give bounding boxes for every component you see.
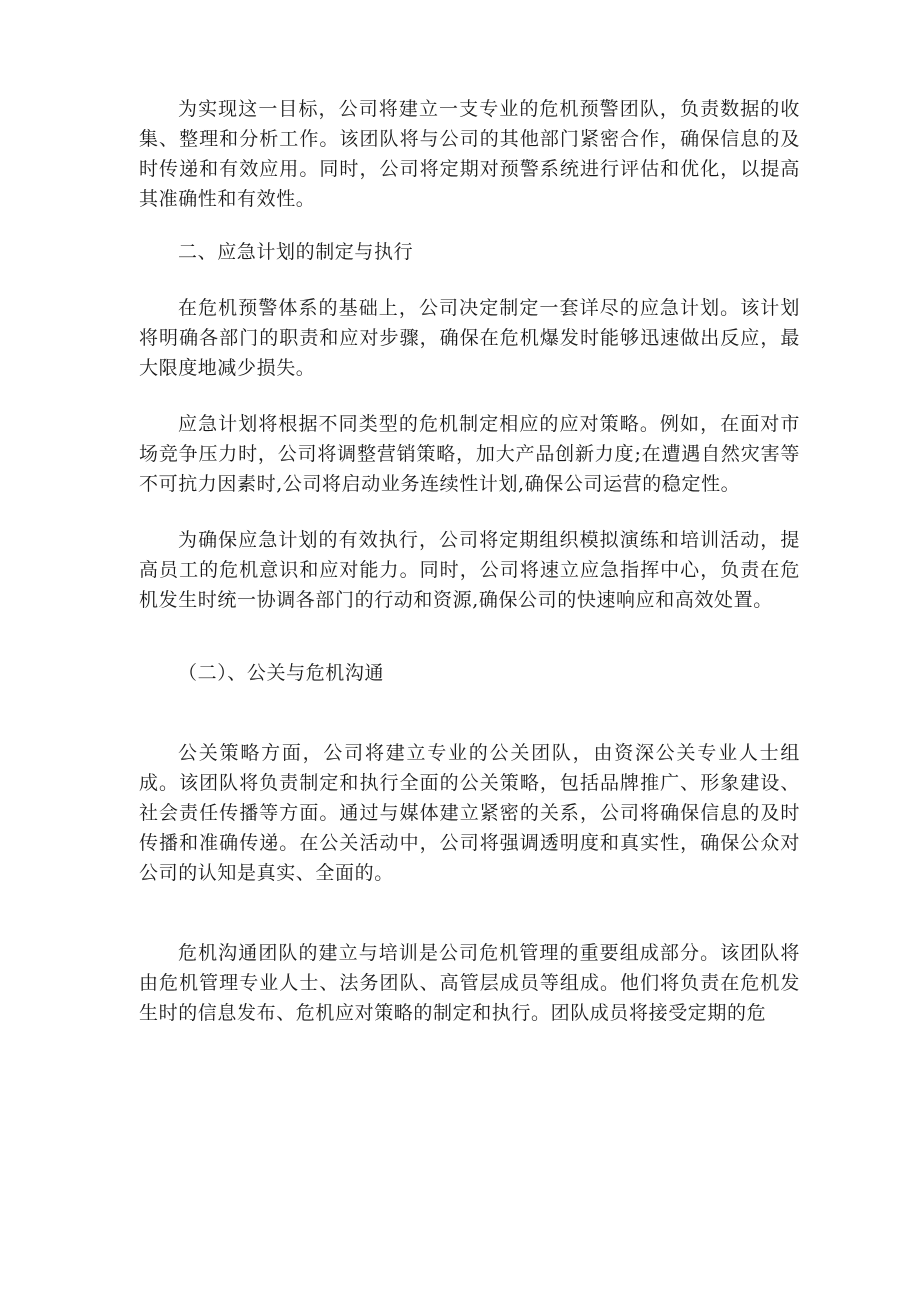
section-heading-emergency-plan: 二、应急计划的制定与执行 bbox=[178, 241, 414, 263]
paragraph-emergency-plan-intro: 在危机预警体系的基础上，公司决定制定一套详尽的应急计划。该计划将明确各部门的职责和应对步骤，确保在危机爆发时能够迅速做出反应，最大限度地减少损失。 bbox=[139, 297, 800, 379]
paragraph-early-warning-team: 为实现这一目标，公司将建立一支专业的危机预警团队，负责数据的收集、整理和分析工作。该团队将与公司的其他部门紧密合作，确保信息的及时传递和有效应用。同时，公司将定期对预警系统进行评估和优化，以提高其准确性和有效性。 bbox=[139, 98, 800, 210]
section-heading-pr-crisis-communication: （二）、公关与危机沟通 bbox=[178, 662, 385, 684]
paragraph-pr-strategy: 公关策略方面，公司将建立专业的公关团队，由资深公关专业人士组成。该团队将负责制定和执行全面的公关策略，包括品牌推广、形象建设、社会责任传播等方面。通过与媒体建立紧密的关系，公司将确保信息的及时传播和准确传递。在公关活动中，公司将强调透明度和真实性，确保公众对公司的认知是真实、全面的。 bbox=[139, 742, 800, 884]
paragraph-emergency-drills: 为确保应急计划的有效执行，公司将定期组织模拟演练和培训活动，提高员工的危机意识和应对能力。同时，公司将速立应急指挥中心，负责在危机发生时统一协调各部门的行动和资源,确保公司的快速响应和高效处置。 bbox=[139, 529, 800, 611]
paragraph-emergency-strategies: 应急计划将根据不同类型的危机制定相应的应对策略。例如，在面对市场竞争压力时，公司将调整营销策略，加大产品创新力度;在遭遇自然灾害等不可抗力因素时,公司将启动业务连续性计划,确保公司运营的稳定性。 bbox=[139, 413, 800, 495]
paragraph-crisis-communication-team: 危机沟通团队的建立与培训是公司危机管理的重要组成部分。该团队将由危机管理专业人士、法务团队、高管层成员等组成。他们将负责在危机发生时的信息发布、危机应对策略的制定和执行。团队成员将接受定期的危 bbox=[139, 942, 800, 1024]
